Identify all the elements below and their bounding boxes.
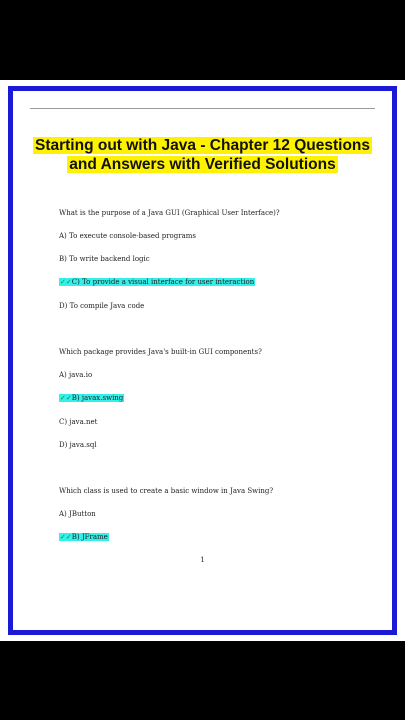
question-3: Which class is used to create a basic window in Java Swing? <box>59 487 274 495</box>
answer-text: C) To provide a visual interface for user interaction <box>71 278 255 286</box>
question-2-option-d: D) java.sql <box>59 441 97 449</box>
document-title <box>30 136 375 174</box>
question-1-option-b: B) To write backend logic <box>59 255 150 263</box>
correct-answer-highlight <box>59 533 109 541</box>
question-1-option-d: D) To compile Java code <box>59 302 145 310</box>
question-2-option-c: C) java.net <box>59 418 98 426</box>
check-mark-icon: ✓✓ <box>60 533 72 541</box>
question-2-option-a: A) java.io <box>59 371 93 379</box>
header-rule <box>30 108 375 109</box>
check-mark-icon: ✓✓ <box>60 394 72 402</box>
question-2: Which package provides Java's built-in GUI components? <box>59 348 262 356</box>
answer-text: B) JFrame <box>71 533 108 541</box>
question-1: What is the purpose of a Java GUI (Graphical User Interface)? <box>59 209 280 217</box>
page-number: 1 <box>200 556 205 564</box>
document-title-text: Starting out with Java - Chapter 12 Questions and Answers with Verified Solutions <box>34 137 371 173</box>
question-1-option-a: A) To execute console-based programs <box>59 232 196 240</box>
top-black-bar <box>0 0 405 80</box>
correct-answer-highlight <box>59 394 124 402</box>
bottom-black-bar <box>0 641 405 720</box>
check-mark-icon: ✓✓ <box>60 278 72 286</box>
correct-answer-highlight <box>59 278 255 286</box>
question-2-option-b-correct <box>59 393 124 403</box>
question-1-option-c-correct <box>59 277 255 287</box>
question-3-option-a: A) JButton <box>59 510 96 518</box>
question-3-option-b-correct <box>59 532 109 542</box>
answer-text: B) javax.swing <box>71 394 124 402</box>
